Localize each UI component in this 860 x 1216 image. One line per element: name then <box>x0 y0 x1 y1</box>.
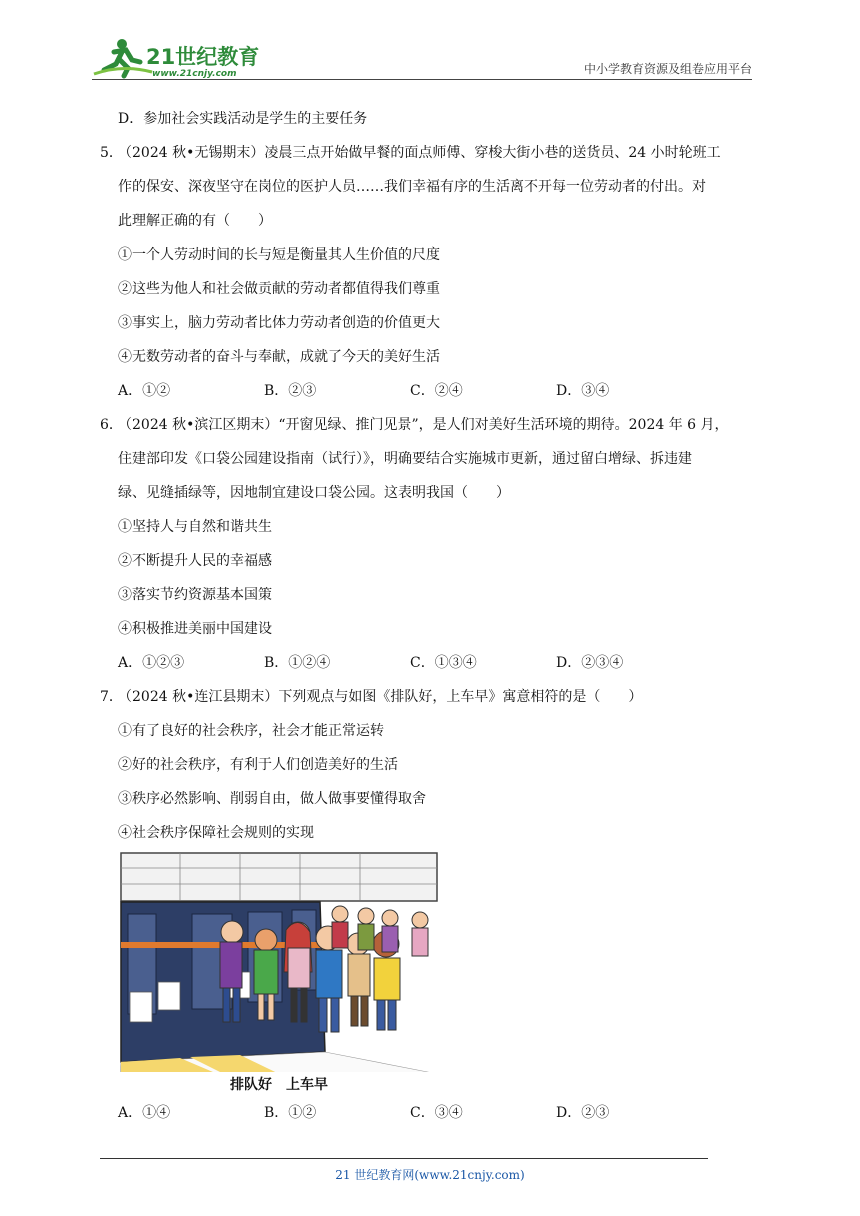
answer-options <box>100 1096 772 1130</box>
statement: ②不断提升人民的幸福感 <box>118 553 272 569</box>
option-d: D．②③④ <box>556 655 624 671</box>
footer-divider <box>100 1158 708 1159</box>
option-b: B．②③ <box>264 383 317 399</box>
question-stem-line: （2024 秋•滨江区期末）“开窗见绿、推门见景”，是人们对美好生活环境的期待。2024 年 6 月， <box>118 417 729 433</box>
question-stem-line: （2024 秋•无锡期末）凌晨三点开始做早餐的面点师傅、穿梭大街小巷的送货员、24 小时轮班工 <box>118 145 721 161</box>
statement: ①有了良好的社会秩序，社会才能正常运转 <box>118 723 384 739</box>
previous-option-d: D．参加社会实践活动是学生的主要任务 <box>118 111 368 127</box>
question-stem-line: （2024 秋•连江县期末）下列观点与如图《排队好，上车早》寓意相符的是（ ） <box>118 689 643 705</box>
question-number: 6． <box>100 417 123 433</box>
question-number: 5． <box>100 145 123 161</box>
statement: ②好的社会秩序，有利于人们创造美好的生活 <box>118 757 398 773</box>
option-c: C．①③④ <box>410 655 477 671</box>
question-7 <box>100 680 772 1130</box>
statement: ②这些为他人和社会做贡献的劳动者都值得我们尊重 <box>118 281 440 297</box>
question-5 <box>100 136 772 408</box>
question-stem-line: 绿、见缝插绿等，因地制宜建设口袋公园。这表明我国（ ） <box>118 485 510 501</box>
logo-text: 21世纪教育 <box>146 45 260 69</box>
answer-options <box>100 374 772 408</box>
option-d: D．②③ <box>556 1105 610 1121</box>
statement: ④社会秩序保障社会规则的实现 <box>118 825 314 841</box>
footer-link[interactable]: 21 世纪教育网(www.21cnjy.com) <box>335 1168 525 1182</box>
answer-options <box>100 646 772 680</box>
statement: ①坚持人与自然和谐共生 <box>118 519 272 535</box>
statement: ④无数劳动者的奋斗与奉献，成就了今天的美好生活 <box>118 349 440 365</box>
queue-illustration <box>120 852 438 1096</box>
question-stem-line: 住建部印发《口袋公园建设指南（试行）》，明确要结合实施城市更新，通过留白增绿、拆违建 <box>118 451 692 467</box>
runner-icon <box>94 39 152 76</box>
option-a: A．①② <box>118 383 171 399</box>
option-c: C．②④ <box>410 383 463 399</box>
logo-url: www.21cnjy.com <box>152 69 237 79</box>
question-6 <box>100 408 772 680</box>
option-a: A．①②③ <box>118 655 185 671</box>
option-a: A．①④ <box>118 1105 171 1121</box>
statement: ①一个人劳动时间的长与短是衡量其人生价值的尺度 <box>118 247 440 263</box>
option-c: C．③④ <box>410 1105 463 1121</box>
statement: ④积极推进美丽中国建设 <box>118 621 272 637</box>
site-logo <box>92 34 267 80</box>
question-content <box>100 102 772 1130</box>
question-number: 7． <box>100 689 123 705</box>
header-divider <box>92 79 752 80</box>
illustration-caption: 排队好 上车早 <box>230 1077 328 1093</box>
statement: ③秩序必然影响、削弱自由，做人做事要懂得取舍 <box>118 791 426 807</box>
option-b: B．①②④ <box>264 655 331 671</box>
question-stem-line: 此理解正确的有（ ） <box>118 213 272 229</box>
statement: ③事实上，脑力劳动者比体力劳动者创造的价值更大 <box>118 315 440 331</box>
option-b: B．①② <box>264 1105 317 1121</box>
question-stem-line: 作的保安、深夜坚守在岗位的医护人员……我们幸福有序的生活离不开每一位劳动者的付出。对 <box>118 179 706 195</box>
platform-name: 中小学教育资源及组卷应用平台 <box>583 62 752 76</box>
option-d: D．③④ <box>556 383 610 399</box>
statement: ③落实节约资源基本国策 <box>118 587 272 603</box>
